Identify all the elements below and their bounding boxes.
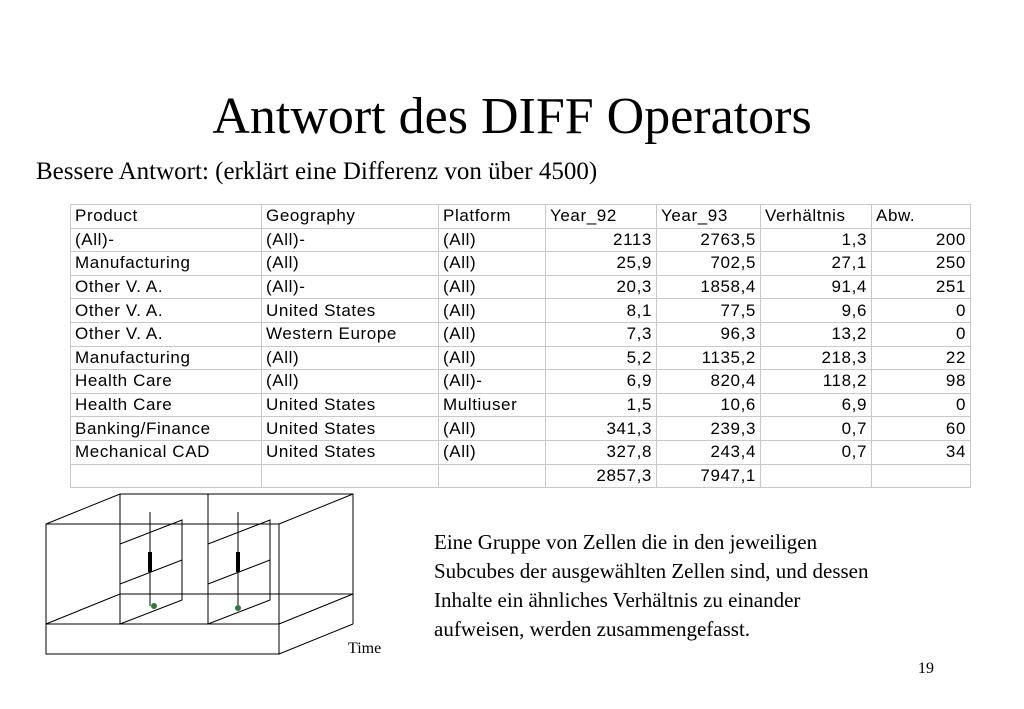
- table-cell: 5,2: [546, 346, 657, 370]
- table-row: [71, 393, 971, 417]
- table-cell: Mechanical CAD: [71, 440, 262, 464]
- table-cell: 239,3: [657, 417, 761, 441]
- table-cell: 13,2: [761, 322, 872, 346]
- table-cell: Manufacturing: [71, 346, 262, 370]
- table-cell: (All)-: [262, 275, 439, 299]
- table-row: [71, 228, 971, 252]
- table-cell: (All)-: [71, 228, 262, 252]
- table-cell: 1,5: [546, 393, 657, 417]
- table-cell: (All): [439, 228, 546, 252]
- table-cell: 251: [872, 275, 971, 299]
- table-cell: Other V. A.: [71, 275, 262, 299]
- table-cell: Western Europe: [262, 322, 439, 346]
- column-header: Geography: [262, 205, 439, 229]
- table-cell: (All): [439, 299, 546, 323]
- table-cell: Health Care: [71, 370, 262, 394]
- table-cell: United States: [262, 417, 439, 441]
- table-row: [71, 299, 971, 323]
- table-row: [71, 252, 971, 276]
- cube-top-outline: [46, 494, 353, 594]
- cell-dot-right: [235, 605, 241, 611]
- table-cell: 27,1: [761, 252, 872, 276]
- table-cell: United States: [262, 440, 439, 464]
- table-cell: 702,5: [657, 252, 761, 276]
- table-cell: 96,3: [657, 322, 761, 346]
- table-row: [71, 370, 971, 394]
- description-text: [434, 528, 1014, 644]
- table-cell: 98: [872, 370, 971, 394]
- table-cell: (All)-: [262, 228, 439, 252]
- table-row: [71, 346, 971, 370]
- cell-dot-left: [151, 603, 157, 609]
- table-cell: Other V. A.: [71, 299, 262, 323]
- table-cell: [761, 464, 872, 488]
- table-cell: 0: [872, 299, 971, 323]
- description-line: aufweisen, werden zusammengefasst.: [434, 617, 751, 641]
- table-cell: (All)-: [439, 370, 546, 394]
- table-cell: 243,4: [657, 440, 761, 464]
- table-row: [71, 275, 971, 299]
- column-header: Year_93: [657, 205, 761, 229]
- table-cell: 0: [872, 322, 971, 346]
- table-cell: 9,6: [761, 299, 872, 323]
- table-header-row: [71, 205, 971, 229]
- table-cell: 91,4: [761, 275, 872, 299]
- table-cell: (All): [262, 370, 439, 394]
- table-cell: 10,6: [657, 393, 761, 417]
- table-cell: 22: [872, 346, 971, 370]
- table-cell: [262, 464, 439, 488]
- table-cell: 25,9: [546, 252, 657, 276]
- table-cell: United States: [262, 393, 439, 417]
- table-cell: Banking/Finance: [71, 417, 262, 441]
- table-cell: Manufacturing: [71, 252, 262, 276]
- column-header: Verhältnis: [761, 205, 872, 229]
- page-number: 19: [918, 660, 934, 677]
- table-row: [71, 464, 971, 488]
- table-cell: 8,1: [546, 299, 657, 323]
- description-line: Subcubes der ausgewählten Zellen sind, und dessen: [434, 559, 869, 583]
- table-cell: Health Care: [71, 393, 262, 417]
- table-cell: [872, 464, 971, 488]
- column-header: Platform: [439, 205, 546, 229]
- table-cell: 218,3: [761, 346, 872, 370]
- table-cell: Multiuser: [439, 393, 546, 417]
- table-cell: 6,9: [761, 393, 872, 417]
- cube-diagram: [38, 490, 368, 660]
- table-cell: 7,3: [546, 322, 657, 346]
- table-cell: (All): [439, 440, 546, 464]
- slide-title: Antwort des DIFF Operators: [212, 88, 812, 145]
- table-cell: (All): [262, 346, 439, 370]
- table-cell: 2113: [546, 228, 657, 252]
- table-cell: 6,9: [546, 370, 657, 394]
- table-cell: (All): [439, 417, 546, 441]
- diff-result-table: [70, 204, 971, 488]
- column-header: Abw.: [872, 205, 971, 229]
- table-cell: 1,3: [761, 228, 872, 252]
- table-cell: 2763,5: [657, 228, 761, 252]
- table-cell: 77,5: [657, 299, 761, 323]
- table-cell: [439, 464, 546, 488]
- table-cell: 0,7: [761, 417, 872, 441]
- table-cell: (All): [262, 252, 439, 276]
- table-cell: 341,3: [546, 417, 657, 441]
- table-cell: 118,2: [761, 370, 872, 394]
- table-cell: 7947,1: [657, 464, 761, 488]
- column-header: Year_92: [546, 205, 657, 229]
- table-cell: (All): [439, 322, 546, 346]
- table-cell: 0: [872, 393, 971, 417]
- table-cell: 200: [872, 228, 971, 252]
- table-row: [71, 417, 971, 441]
- cube-front-face: [46, 524, 279, 654]
- table-cell: 0,7: [761, 440, 872, 464]
- table-cell: 820,4: [657, 370, 761, 394]
- description-line: Eine Gruppe von Zellen die in den jeweiligen: [434, 530, 818, 554]
- table-row: [71, 322, 971, 346]
- column-header: Product: [71, 205, 262, 229]
- table-cell: (All): [439, 346, 546, 370]
- time-axis-label: Time: [348, 640, 382, 657]
- slide-subtitle: Bessere Antwort: (erklärt eine Differenz von über 4500): [36, 158, 598, 185]
- table-cell: 250: [872, 252, 971, 276]
- table-cell: 2857,3: [546, 464, 657, 488]
- table-cell: 1135,2: [657, 346, 761, 370]
- description-line: Inhalte ein ähnliches Verhältnis zu einander: [434, 588, 801, 612]
- table-cell: 34: [872, 440, 971, 464]
- table-cell: 327,8: [546, 440, 657, 464]
- table-cell: 60: [872, 417, 971, 441]
- table-row: [71, 440, 971, 464]
- table-cell: 1858,4: [657, 275, 761, 299]
- table-cell: Other V. A.: [71, 322, 262, 346]
- table-cell: [71, 464, 262, 488]
- table-cell: United States: [262, 299, 439, 323]
- table-cell: 20,3: [546, 275, 657, 299]
- table-cell: (All): [439, 252, 546, 276]
- table-cell: (All): [439, 275, 546, 299]
